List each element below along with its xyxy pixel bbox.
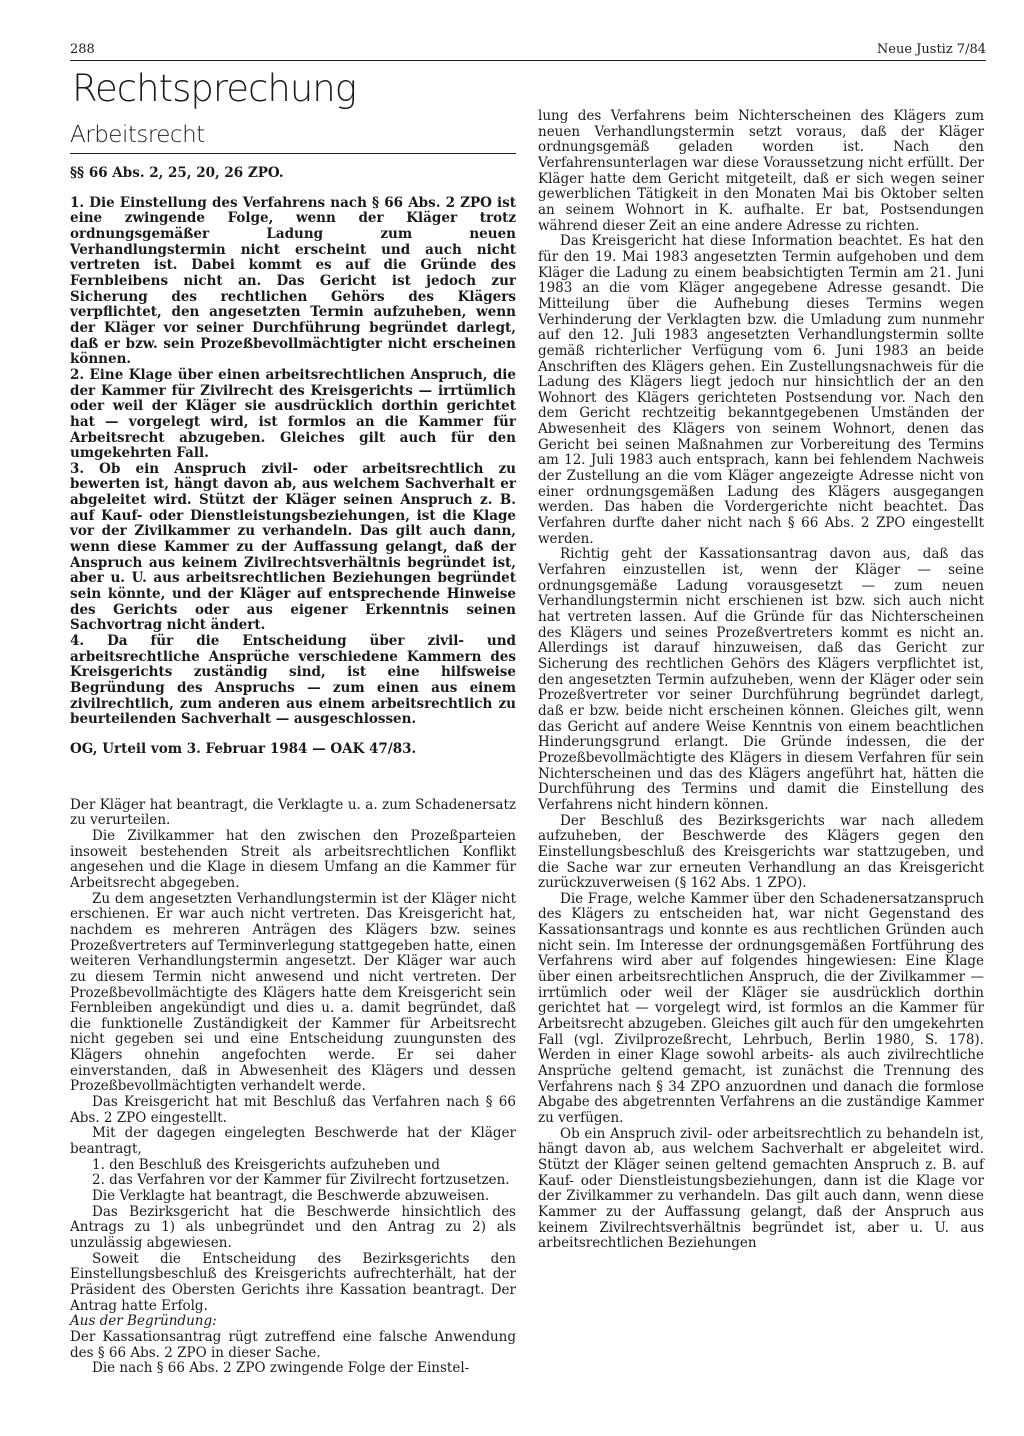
paragraph: Der Kläger hat beantragt, die Verklagte u. a. zum Schadenersatz zu verurteilen. [70, 796, 516, 829]
paragraph: Zu dem angesetzten Verhandlungstermin ist der Kläger nicht erschienen. Er war auch nicht vertreten. Das Kreisgericht hat, nachdem es mehreren Anträgen des Klägers bzw. seines Prozeßvertreters auf Terminverlegung stattgegeben hatte, einen weiteren Verhandlungstermin angesetzt. Der Kläger war auch zu diesem Termin nicht anwesend und nicht vertreten. Der Prozeßbevollmächtigte des Klägers hatte dem Kreisgericht sein Fernbleiben angekündigt und dies u. a. damit begründet, daß die funktionelle Zuständigkeit der Kammer für Arbeitsrecht nicht gegeben sei und eine Entscheidung zuungunsten des Klägers ohnehin angefochten werde. Er sei daher einverstanden, daß in Abwesenheit des Klägers und dessen Prozeßbevollmächtigten verhandelt werde. [70, 890, 516, 1095]
reasoning-heading: Aus der Begründung: [70, 1313, 217, 1330]
headnote: 3. Ob ein Anspruch zivil- oder arbeitsrechtlich zu bewerten ist, hängt davon ab, aus welchem Sachverhalt er abgeleitet wird. Stützt der Kläger seinen Anspruch z. B. auf Kauf- oder Dienstleistungsbeziehungen, ist die Klage vor der Zivilkammer zu verhandeln. Das gilt auch dann, wenn diese Kammer zu der Auffassung gelangt, daß der Anspruch aus keinem Zivilrechtsverhältnis begründet ist, aber u. U. aus arbeitsrechtlichen Beziehungen begründet sein könnte, und der Kläger auf entsprechende Hinweise des Gerichts oder aus eigener Erkenntnis seinen Sachvortrag nicht ändert. [70, 460, 516, 634]
paragraph: Ob ein Anspruch zivil- oder arbeitsrechtlich zu behandeln ist, hängt davon ab, aus welchem Sachverhalt er abgeleitet wird. Stützt der Kläger seinen geltend gemachten Anspruch z. B. auf Kauf- oder Dienstleistungsbeziehungen, dann ist die Klage vor der Zivilkammer zu verhandeln. Das gilt auch dann, wenn diese Kammer zu der Auffassung gelangt, daß der Anspruch aus keinem Zivilrechtsverhältnis begründet ist, aber u. U. aus arbeitsrechtlichen Beziehungen [538, 1125, 984, 1252]
paragraph: Soweit die Entscheidung des Bezirksgerichts den Einstellungsbeschluß des Kreisgerichts aufrechterhält, hat der Präsident des Obersten Gerichts ihre Kassation beantragt. Der Antrag hatte Erfolg. [70, 1250, 516, 1314]
paragraph: Die Zivilkammer hat den zwischen den Prozeßparteien insoweit bestehenden Streit als arbeitsrechtlichen Konflikt angesehen und die Klage in diesem Umfang an die Kammer für Arbeitsrecht abgegeben. [70, 827, 516, 891]
subsection-title: Arbeitsrecht [70, 121, 516, 154]
journal-issue: Neue Justiz 7/84 [876, 42, 986, 57]
left-column [70, 121, 516, 1377]
page-number: 288 [70, 42, 95, 57]
paragraph: Der Kassationsantrag rügt zutreffend eine falsche Anwendung des § 66 Abs. 2 ZPO in dieser Sache. [70, 1328, 516, 1361]
request-item: 2. das Verfahren vor der Kammer für Zivilrecht fortzusetzen. [92, 1172, 510, 1189]
paragraph: Die Frage, welche Kammer über den Schadenersatzanspruch des Klägers zu entscheiden hat, war nicht Gegenstand des Kassationsantrags und konnte es aus rechtlichen Gründen auch nicht sein. Im Interesse der ordnungsgemäßen Fortführung des Verfahrens wird aber auf folgendes hingewiesen: Eine Klage über einen arbeitsrechtlichen Anspruch, die der Zivilkammer — irrtümlich oder weil der Kläger sie ausdrücklich dorthin gerichtet hat — vorgelegt wird, ist formlos an die Kammer für Arbeitsrecht abzugeben. Gleiches gilt auch für den umgekehrten Fall (vgl. Zivilprozeßrecht, Lehrbuch, Berlin 1980, S. 178). Werden in einer Klage sowohl arbeits- als auch zivilrechtliche Ansprüche geltend gemacht, ist zunächst die Trennung des Verfahrens nach § 34 ZPO anzuordnen und danach die formlose Abgabe des abgetrennten Verfahrens an die zuständige Kammer zu verfügen. [538, 890, 984, 1126]
headnote: 2. Eine Klage über einen arbeitsrechtlichen Anspruch, die der Kammer für Zivilrecht des Kreisgerichts — irrtümlich oder weil der Kläger sie ausdrücklich dorthin gerichtet hat — vorgelegt wird, ist formlos an die Kammer für Arbeitsrecht abzugeben. Gleiches gilt auch für den umgekehrten Fall. [70, 366, 516, 462]
right-column [538, 109, 984, 1252]
document-page [70, 38, 986, 1422]
paragraph: Das Bezirksgericht hat die Beschwerde hinsichtlich des Antrags zu 1) als unbegründet und den Antrag zu 2) als unzulässig abgewiesen. [70, 1203, 516, 1251]
paragraph: Die nach § 66 Abs. 2 ZPO zwingende Folge der Einstel- [92, 1360, 470, 1377]
section-title: Rechtsprechung [72, 67, 356, 110]
facts-section [70, 798, 516, 1377]
paragraph-continued: lung des Verfahrens beim Nichterscheinen des Klägers zum neuen Verhandlungstermin setzt voraus, daß der Kläger ordnungsgemäß geladen worden ist. Nach den Verfahrensunterlagen war diese Voraussetzung nicht erfüllt. Der Kläger hatte dem Gericht mitgeteilt, daß er sich wegen seiner gewerblichen Tätigkeit in den Monaten Mai bis Oktober selten an seinem Wohnort in K. aufhalte. Er bat, Postsendungen während dieser Zeit an eine andere Adresse zu richten. [538, 108, 984, 234]
paragraph: Richtig geht der Kassationsantrag davon aus, daß das Verfahren einzustellen ist, wenn der Kläger — seine ordnungsgemäße Ladung vorausgesetzt — zum neuen Verhandlungstermin nicht erschienen ist bzw. sich auch nicht hat vertreten lassen. Auf die Gründe für das Nichterscheinen des Klägers und seines Prozeßvertreters kommt es nicht an. Allerdings ist darauf hinzuweisen, daß das Gericht zur Sicherung des rechtlichen Gehörs des Klägers verpflichtet ist, den angesetzten Termin aufzuheben, wenn der Kläger oder sein Prozeßvertreter vor seiner Durchführung begründet darlegt, daß er bzw. beide nicht erscheinen können. Gleiches gilt, wenn das Gericht auf andere Weise Kenntnis von einem beachtlichen Hinderungsgrund erlangt. Die Gründe indessen, die der Prozeßbevollmächtigte des Klägers in diesem Verfahren für sein Nichterscheinen und das des Klägers angeführt hat, hätten die Durchführung des Termins und damit die Einstellung des Verfahrens nicht hindern können. [538, 546, 984, 813]
cited-norms: §§ 66 Abs. 2, 25, 20, 26 ZPO. [70, 165, 284, 181]
paragraph: Der Beschluß des Bezirksgerichts war nach alledem aufzuheben, der Beschwerde des Klägers gegen den Einstellungsbeschluß des Kreisgerichts war stattzugeben, und die Sache war zur erneuten Verhandlung an das Kreisgericht zurückzuverweisen (§ 162 Abs. 1 ZPO). [538, 812, 984, 892]
headnote: 4. Da für die Entscheidung über zivil- und arbeitsrechtliche Ansprüche verschiedene Kammern des Kreisgerichts zuständig sind, ist eine hilfsweise Begründung des Anspruchs — zum einen aus einem zivilrechtlich, zum anderen aus einem arbeitsrechtlich zu beurteilenden Sachverhalt — ausgeschlossen. [70, 633, 516, 728]
headnotes [70, 196, 516, 728]
paragraph: Die Verklagte hat beantragt, die Beschwerde abzuweisen. [92, 1188, 490, 1205]
paragraph: Das Kreisgericht hat mit Beschluß das Verfahren nach § 66 Abs. 2 ZPO eingestellt. [70, 1094, 516, 1126]
paragraph: Das Kreisgericht hat diese Information beachtet. Es hat den für den 19. Mai 1983 angesetzten Termin aufgehoben und dem Kläger die Ladung zu einem beabsichtigten Termin am 21. Juni 1983 an die vom Kläger angegebene Adresse gesandt. Die Mitteilung über die Aufhebung dieses Termins wegen Verhinderung der Verklagten bzw. die Umladung zum nunmehr auf den 12. Juli 1983 angesetzten Verhandlungstermin sollte gemäß richterlicher Verfügung vom 6. Juni 1983 an beide Anschriften des Klägers gehen. Ein Zustellungsnachweis für die Ladung des Klägers liegt jedoch nur hinsichtlich der an den Wohnort des Klägers gerichteten Postsendung vor. Nach den dem Gericht rechtzeitig bekanntgegebenen Umständen der Abwesenheit des Klägers von seinem Wohnort, denen das Gericht bei seinen Maßnahmen zur Vorbereitung des Termins am 12. Juli 1983 auch entsprach, kann bei fehlendem Nachweis der Zustellung an die vom Kläger angezeigte Adresse nicht von einer ordnungsgemäßen Ladung des Klägers ausgegangen werden. Das haben die Vordergerichte nicht beachtet. Das Verfahren durfte daher nicht nach § 66 Abs. 2 ZPO eingestellt werden. [538, 233, 984, 547]
request-item: 1. den Beschluß des Kreisgerichts aufzuheben und [92, 1156, 441, 1173]
headnote: 1. Die Einstellung des Verfahrens nach § 66 Abs. 2 ZPO ist eine zwingende Folge, wenn der Kläger trotz ordnungsgemäßer Ladung zum neuen Verhandlungstermin nicht erscheint und auch nicht vertreten ist. Dabei kommt es auf die Gründe des Fernbleibens nicht an. Das Gericht ist jedoch zur Sicherung des rechtlichen Gehörs des Klägers verpflichtet, den angesetzten Termin aufzuheben, wenn der Kläger vor seiner Durchführung begründet darlegt, daß er bzw. sein Prozeßbevollmächtigter nicht erscheinen können. [70, 194, 516, 368]
court-citation: OG, Urteil vom 3. Februar 1984 — OAK 47/83. [70, 740, 417, 757]
running-header [70, 38, 986, 61]
paragraph: Mit der dagegen eingelegten Beschwerde hat der Kläger beantragt, [70, 1125, 516, 1158]
